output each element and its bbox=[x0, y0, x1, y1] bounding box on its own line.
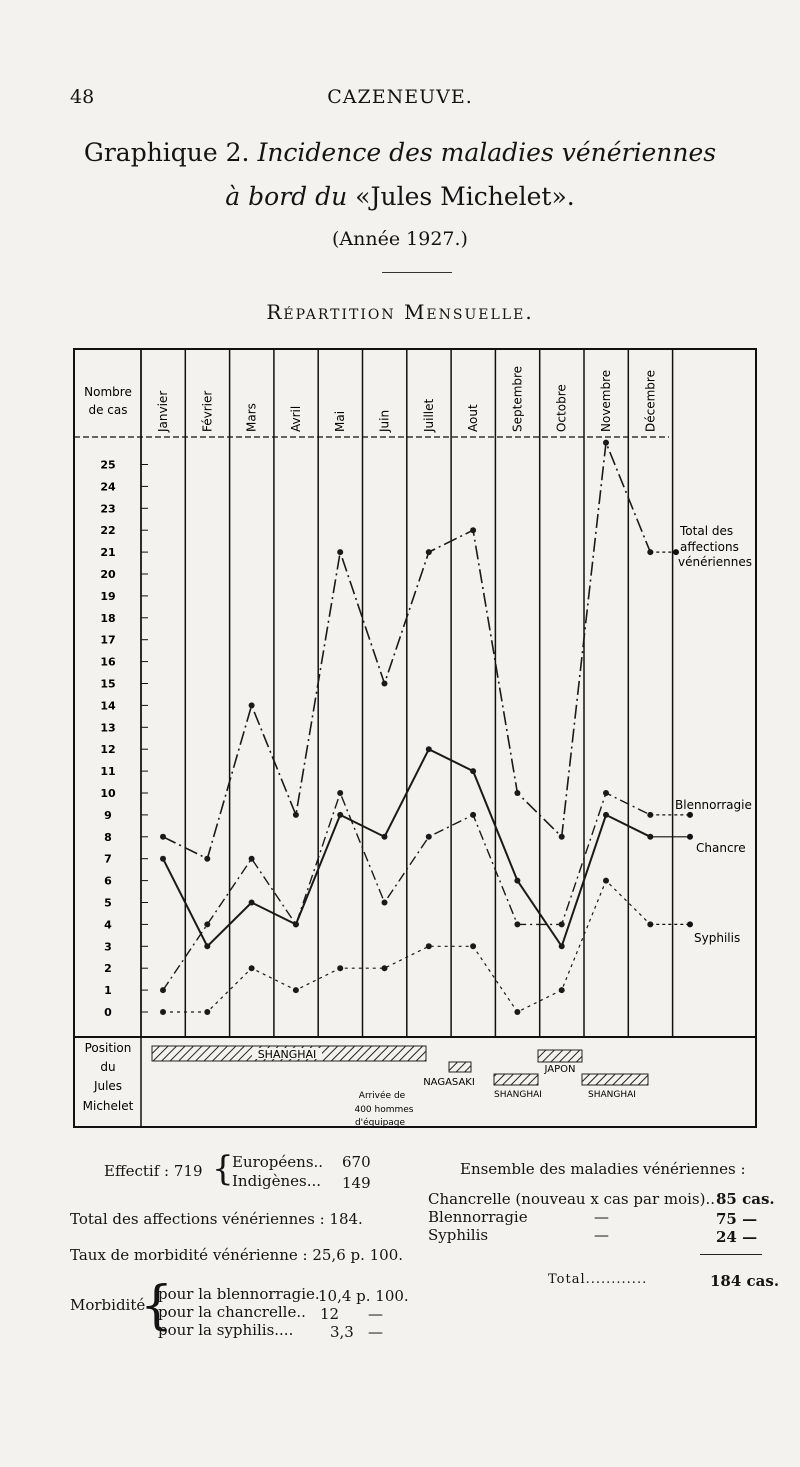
data-point bbox=[293, 812, 299, 818]
note-line-1: Arrivée de bbox=[358, 1091, 406, 1101]
y-tick-label: 2 bbox=[104, 962, 112, 976]
y-tick-label: 9 bbox=[104, 808, 112, 822]
y-tick-label: 14 bbox=[100, 699, 116, 713]
data-point bbox=[514, 878, 520, 884]
place-shanghai-3: SHANGHAI bbox=[588, 1090, 636, 1100]
y-tick-label: 1 bbox=[104, 984, 112, 998]
ensemble-sum-rule bbox=[700, 1254, 762, 1255]
month-label: Mars bbox=[244, 403, 259, 432]
y-tick-label: 5 bbox=[104, 896, 112, 910]
brace-morbidite: { bbox=[140, 1276, 174, 1336]
ensemble-blennorragie-dash: — bbox=[594, 1208, 609, 1226]
morbidite-syphilis-dash: — bbox=[368, 1323, 383, 1341]
ensemble-chancrelle-value: 85 cas. bbox=[716, 1190, 775, 1208]
y-tick-label: 18 bbox=[100, 611, 116, 625]
ensemble-blennorragie-value: 75 — bbox=[716, 1210, 758, 1228]
y-tick-label: 22 bbox=[100, 524, 116, 538]
data-point bbox=[470, 943, 476, 949]
figure-title-ship: «Jules Michelet». bbox=[355, 182, 575, 211]
y-tick-label: 0 bbox=[104, 1006, 112, 1019]
y-tick-label: 24 bbox=[100, 480, 116, 494]
y-tick-label: 17 bbox=[100, 633, 116, 647]
data-point bbox=[204, 943, 210, 949]
data-point bbox=[603, 790, 609, 796]
morbidite-chancrelle: pour la chancrelle.. bbox=[158, 1303, 306, 1321]
morbidite-blennorragie-value: 10,4 p. 100. bbox=[318, 1287, 409, 1305]
data-point bbox=[559, 987, 565, 993]
y-tick-label: 23 bbox=[100, 502, 116, 516]
series-end-point bbox=[687, 834, 693, 840]
label-chancre: Chancre bbox=[696, 841, 746, 855]
month-label: Novembre bbox=[599, 369, 613, 432]
place-nagasaki: NAGASAKI bbox=[423, 1077, 475, 1088]
note-line-3: d'équipage bbox=[354, 1118, 406, 1128]
month-label: Avril bbox=[288, 405, 303, 432]
data-point bbox=[337, 549, 343, 555]
data-point bbox=[160, 1009, 166, 1015]
data-point bbox=[293, 921, 299, 927]
ensemble-syphilis: Syphilis bbox=[428, 1226, 489, 1244]
y-tick-label: 3 bbox=[104, 940, 112, 954]
series-lines bbox=[160, 440, 693, 1015]
data-point bbox=[426, 746, 432, 752]
ensemble-title: Ensemble des maladies vénériennes : bbox=[460, 1160, 746, 1178]
page-number: 48 bbox=[70, 86, 95, 108]
data-point bbox=[426, 834, 432, 840]
data-point bbox=[514, 790, 520, 796]
running-title: CAZENEUVE. bbox=[327, 86, 473, 108]
ensemble-total-value: 184 cas. bbox=[710, 1272, 780, 1290]
data-point bbox=[382, 681, 388, 687]
data-point bbox=[470, 527, 476, 533]
ensemble-chancrelle: Chancrelle (nouveau x cas par mois).. bbox=[428, 1190, 716, 1208]
month-label: Janvier bbox=[156, 390, 170, 432]
month-label: Septembre bbox=[510, 365, 525, 432]
y-tick-label: 11 bbox=[100, 765, 116, 779]
taux-morbidite: Taux de morbidité vénérienne : 25,6 p. 100. bbox=[70, 1246, 404, 1264]
data-point bbox=[559, 943, 565, 949]
data-point bbox=[337, 812, 343, 818]
label-blennorragie: Blennorragie bbox=[675, 798, 752, 812]
y-tick-label: 20 bbox=[100, 568, 116, 581]
data-point bbox=[603, 878, 609, 884]
data-point bbox=[514, 921, 520, 927]
month-label: Décembre bbox=[643, 370, 658, 432]
data-point bbox=[603, 440, 609, 446]
ensemble-total-label: Total............ bbox=[548, 1272, 648, 1287]
data-point bbox=[249, 856, 255, 862]
label-total-2: affections bbox=[680, 540, 739, 554]
position-label-4: Michelet bbox=[82, 1099, 134, 1113]
data-point bbox=[382, 834, 388, 840]
brace-effectif: { bbox=[212, 1149, 234, 1189]
data-point bbox=[559, 921, 565, 927]
morbidite-syphilis-value: 3,3 bbox=[330, 1323, 354, 1341]
indigenes-value: 149 bbox=[342, 1174, 371, 1192]
ensemble-blennorragie: Blennorragie bbox=[428, 1208, 528, 1226]
ensemble-syphilis-value: 24 — bbox=[716, 1228, 758, 1246]
morbidite-blennorragie: pour la blennorragie. bbox=[158, 1285, 320, 1303]
series-end-labels bbox=[675, 524, 752, 945]
figure-title-lead: Graphique 2. bbox=[83, 138, 250, 167]
morbidite-chancrelle-dash: — bbox=[368, 1305, 383, 1323]
chart-frame bbox=[74, 349, 756, 1127]
data-point bbox=[603, 812, 609, 818]
figure-title-italic-1: Incidence des maladies vénériennes bbox=[257, 138, 717, 167]
series-end-point bbox=[687, 812, 693, 818]
data-point bbox=[160, 987, 166, 993]
note-line-2: 400 hommes bbox=[354, 1105, 414, 1115]
bar-japon bbox=[538, 1050, 582, 1062]
data-point bbox=[337, 790, 343, 796]
month-label: Juin bbox=[377, 409, 392, 432]
data-point bbox=[204, 1009, 210, 1015]
data-point bbox=[249, 900, 255, 906]
data-point bbox=[426, 943, 432, 949]
y-tick-label: 21 bbox=[100, 546, 116, 560]
y-tick-label: 8 bbox=[104, 830, 112, 844]
morbidite-syphilis: pour la syphilis.... bbox=[158, 1321, 294, 1339]
data-point bbox=[559, 834, 565, 840]
month-label: Octobre bbox=[554, 384, 569, 432]
data-point bbox=[204, 856, 210, 862]
europeens-value: 670 bbox=[342, 1153, 371, 1171]
y-tick-label: 15 bbox=[100, 677, 116, 691]
month-label: Aout bbox=[466, 404, 481, 432]
position-label-2: du bbox=[100, 1060, 116, 1074]
position-label-1: Position bbox=[84, 1041, 132, 1055]
y-tick-label: 4 bbox=[104, 918, 112, 932]
data-point bbox=[337, 965, 343, 971]
data-point bbox=[249, 702, 255, 708]
month-label: Février bbox=[200, 390, 215, 432]
label-total-3: vénériennes bbox=[678, 555, 752, 569]
indigenes-label: Indigènes... bbox=[232, 1172, 322, 1190]
bar-shanghai-2 bbox=[494, 1074, 538, 1085]
ylabel-line-2: de cas bbox=[88, 403, 128, 417]
y-tick-label: 10 bbox=[100, 787, 116, 800]
data-point bbox=[160, 834, 166, 840]
bar-shanghai-3 bbox=[582, 1074, 648, 1085]
figure-subtitle: Répartition Mensuelle. bbox=[266, 300, 534, 324]
y-tick-label: 25 bbox=[100, 458, 116, 472]
figure-title-italic-2: à bord du bbox=[225, 182, 348, 211]
data-point bbox=[249, 965, 255, 971]
y-tick-label: 19 bbox=[100, 589, 116, 603]
data-point bbox=[426, 549, 432, 555]
data-point bbox=[204, 921, 210, 927]
data-point bbox=[382, 965, 388, 971]
effectif-label: Effectif : 719 bbox=[104, 1162, 203, 1180]
label-syphilis: Syphilis bbox=[694, 931, 741, 945]
label-total-1: Total des bbox=[680, 524, 734, 538]
data-point bbox=[160, 856, 166, 862]
y-tick-label: 12 bbox=[100, 743, 116, 757]
morbidite-chancrelle-value: 12 bbox=[320, 1305, 340, 1323]
data-point bbox=[470, 812, 476, 818]
y-tick-label: 13 bbox=[100, 721, 116, 735]
place-japon: JAPON bbox=[544, 1064, 576, 1075]
y-tick-label: 16 bbox=[100, 655, 116, 669]
morbidite-label: Morbidité bbox=[70, 1296, 146, 1314]
y-tick-label: 7 bbox=[104, 852, 112, 866]
y-tick-label: 6 bbox=[104, 874, 112, 888]
europeens-label: Européens.. bbox=[232, 1153, 324, 1171]
ensemble-syphilis-dash: — bbox=[594, 1226, 609, 1244]
position-label-3: Jules bbox=[93, 1079, 123, 1093]
ylabel-line-1: Nombre bbox=[84, 385, 132, 399]
bar-nagasaki bbox=[449, 1062, 471, 1072]
data-point bbox=[470, 768, 476, 774]
data-point bbox=[514, 1009, 520, 1015]
month-label: Juillet bbox=[421, 398, 436, 432]
place-shanghai-1: SHANGHAI bbox=[257, 1048, 317, 1061]
total-affections: Total des affections vénériennes : 184. bbox=[70, 1210, 363, 1228]
place-shanghai-2: SHANGHAI bbox=[494, 1090, 542, 1100]
month-label: Mai bbox=[333, 410, 348, 432]
figure-year: (Année 1927.) bbox=[332, 228, 468, 250]
data-point bbox=[382, 900, 388, 906]
data-point bbox=[293, 987, 299, 993]
series-end-point bbox=[687, 921, 693, 927]
